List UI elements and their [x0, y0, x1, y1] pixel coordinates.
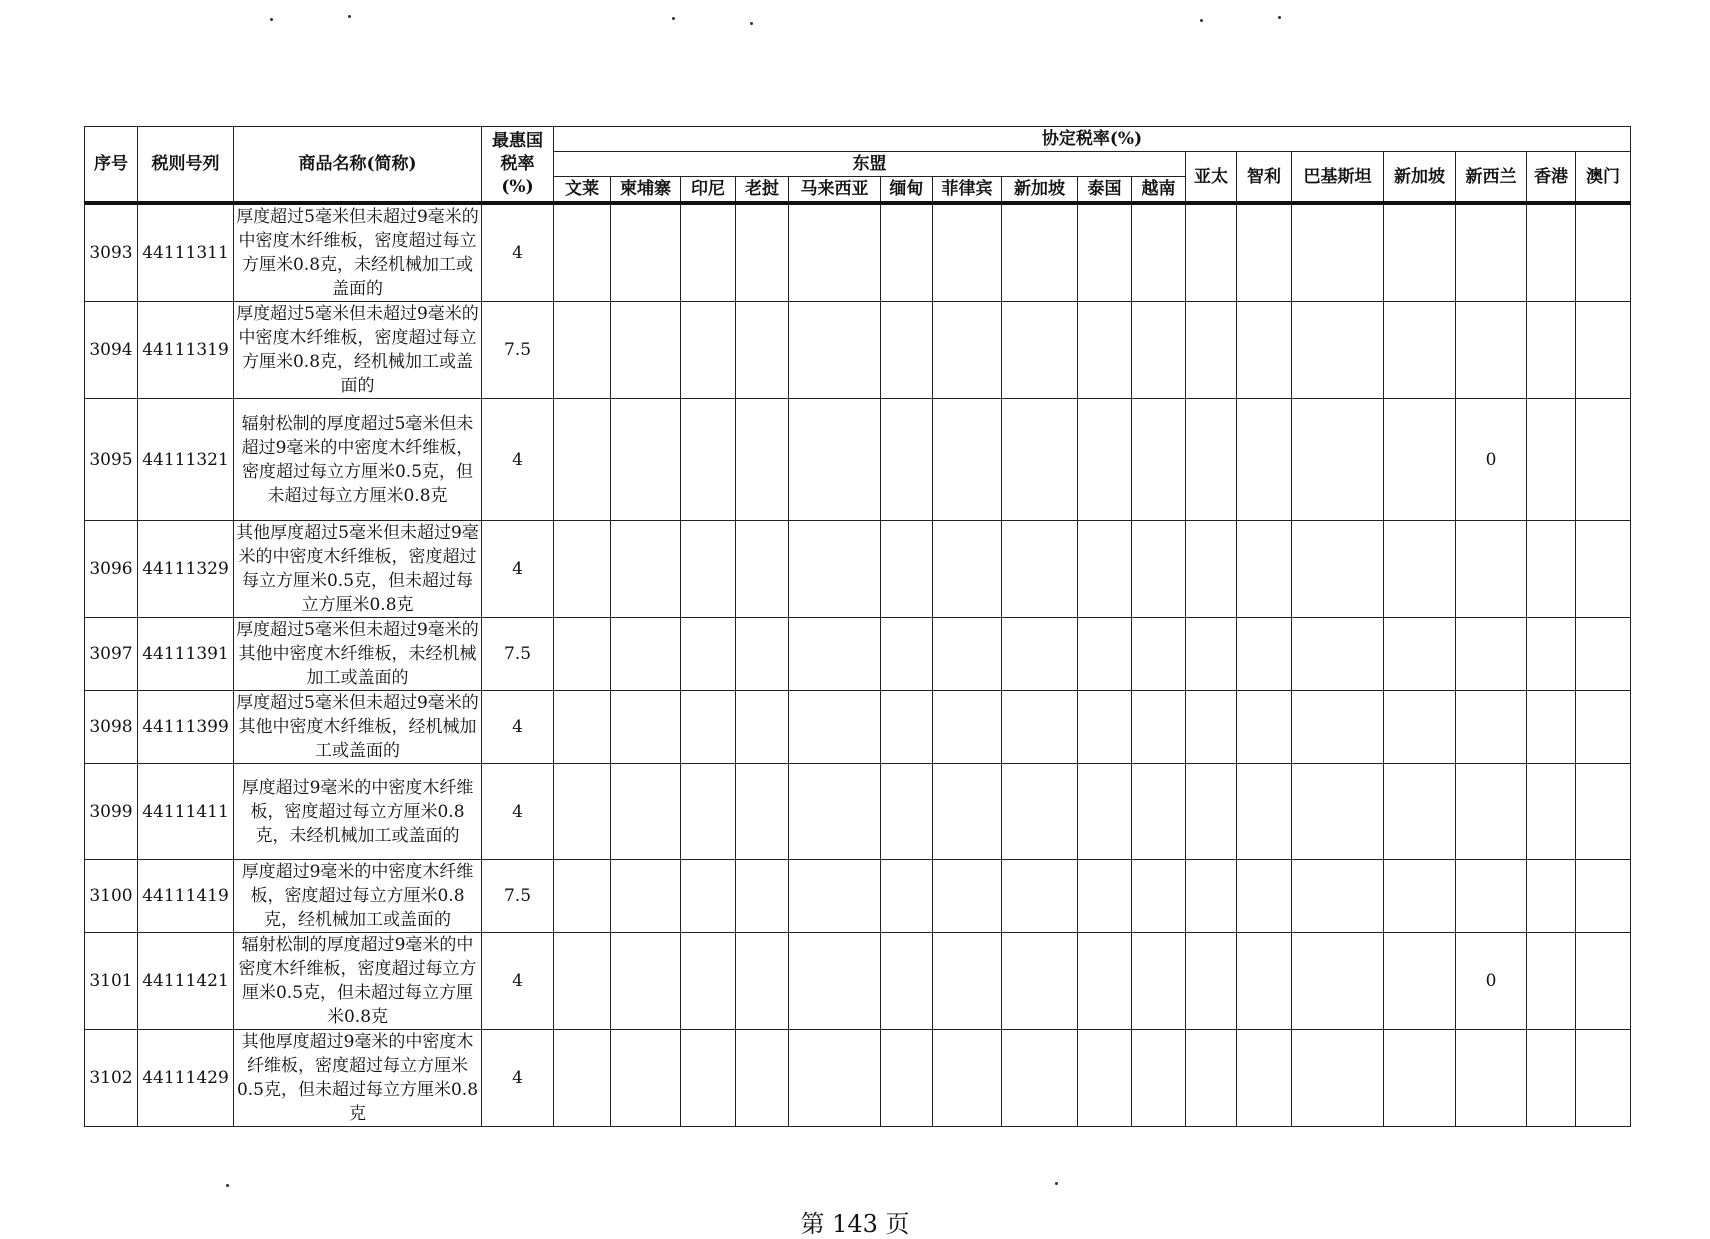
rate-cell [933, 618, 1002, 691]
rate-cell [933, 860, 1002, 933]
seq-cell: 3100 [85, 860, 138, 933]
rate-cell [1132, 1030, 1186, 1127]
col-header-macao: 澳门 [1576, 152, 1631, 204]
rate-cell [1292, 860, 1384, 933]
rate-cell [1237, 860, 1292, 933]
rate-cell [611, 399, 681, 521]
scan-speck [226, 1184, 229, 1187]
mfn-rate-cell: 7.5 [482, 618, 554, 691]
rate-cell [881, 860, 933, 933]
new-zealand-rate-cell [1456, 618, 1527, 691]
rate-cell [681, 618, 736, 691]
rate-cell [1186, 691, 1237, 764]
rate-cell [789, 521, 881, 618]
rate-cell [1292, 1030, 1384, 1127]
mfn-rate-cell: 7.5 [482, 302, 554, 399]
seq-cell: 3096 [85, 521, 138, 618]
code-cell: 44111319 [138, 302, 234, 399]
rate-cell [611, 860, 681, 933]
rate-cell [1527, 618, 1576, 691]
rate-cell [1237, 302, 1292, 399]
col-header-seq: 序号 [85, 127, 138, 204]
new-zealand-rate-cell [1456, 1030, 1527, 1127]
rate-cell [736, 860, 789, 933]
rate-cell [1002, 399, 1078, 521]
table-row [85, 860, 1631, 933]
rate-cell [554, 860, 611, 933]
rate-cell [611, 618, 681, 691]
rate-cell [1002, 618, 1078, 691]
rate-cell [1384, 691, 1456, 764]
table-row [85, 618, 1631, 691]
rate-cell [881, 1030, 933, 1127]
rate-cell [1384, 860, 1456, 933]
col-header-hong-kong: 香港 [1527, 152, 1576, 204]
rate-cell [681, 399, 736, 521]
table-row [85, 1030, 1631, 1127]
rate-cell [933, 691, 1002, 764]
rate-cell [933, 1030, 1002, 1127]
rate-cell [1384, 399, 1456, 521]
rate-cell [789, 691, 881, 764]
rate-cell [789, 203, 881, 302]
rate-cell [1002, 860, 1078, 933]
rate-cell [1237, 764, 1292, 860]
code-cell: 44111419 [138, 860, 234, 933]
rate-cell [789, 1030, 881, 1127]
col-header-pakistan: 巴基斯坦 [1292, 152, 1384, 204]
rate-cell [1002, 1030, 1078, 1127]
rate-cell [736, 302, 789, 399]
rate-cell [1576, 1030, 1631, 1127]
scan-speck [750, 22, 753, 25]
code-cell: 44111391 [138, 618, 234, 691]
col-header-agreement: 协定税率(%) [554, 127, 1631, 152]
rate-cell [1237, 203, 1292, 302]
rate-cell [681, 1030, 736, 1127]
name-cell: 厚度超过9毫米的中密度木纤维板，密度超过每立方厘米0.8克，经机械加工或盖面的 [234, 860, 482, 933]
code-cell: 44111311 [138, 203, 234, 302]
rate-cell [554, 933, 611, 1030]
rate-cell [789, 764, 881, 860]
rate-cell [736, 933, 789, 1030]
rate-cell [1237, 691, 1292, 764]
rate-cell [789, 618, 881, 691]
mfn-rate-cell: 4 [482, 203, 554, 302]
mfn-rate-cell: 4 [482, 521, 554, 618]
name-cell: 辐射松制的厚度超过9毫米的中密度木纤维板，密度超过每立方厘米0.5克，但未超过每立方厘米0.8克 [234, 933, 482, 1030]
seq-cell: 3099 [85, 764, 138, 860]
col-header-apta: 亚太 [1186, 152, 1237, 204]
rate-cell [1132, 933, 1186, 1030]
rate-cell [789, 860, 881, 933]
seq-cell: 3097 [85, 618, 138, 691]
rate-cell [1384, 521, 1456, 618]
rate-cell [681, 764, 736, 860]
rate-cell [1078, 618, 1132, 691]
col-header-name: 商品名称(简称) [234, 127, 482, 204]
mfn-rate-cell: 4 [482, 933, 554, 1030]
name-cell: 厚度超过5毫米但未超过9毫米的中密度木纤维板，密度超过每立方厘米0.8克，经机械加工或盖面的 [234, 302, 482, 399]
tariff-table [84, 126, 1631, 1127]
seq-cell: 3093 [85, 203, 138, 302]
rate-cell [611, 302, 681, 399]
rate-cell [681, 691, 736, 764]
rate-cell [1078, 860, 1132, 933]
rate-cell [1002, 933, 1078, 1030]
table-row [85, 691, 1631, 764]
rate-cell [554, 618, 611, 691]
rate-cell [1078, 764, 1132, 860]
rate-cell [1002, 764, 1078, 860]
rate-cell [611, 1030, 681, 1127]
rate-cell [1527, 691, 1576, 764]
rate-cell [1576, 302, 1631, 399]
scan-speck [348, 15, 351, 18]
rate-cell [1576, 521, 1631, 618]
new-zealand-rate-cell [1456, 860, 1527, 933]
scan-speck [270, 18, 273, 21]
rate-cell [1132, 764, 1186, 860]
rate-cell [1078, 521, 1132, 618]
col-header-laos: 老挝 [736, 177, 789, 204]
table-row [85, 302, 1631, 399]
rate-cell [554, 764, 611, 860]
rate-cell [736, 521, 789, 618]
code-cell: 44111429 [138, 1030, 234, 1127]
rate-cell [1002, 521, 1078, 618]
name-cell: 厚度超过5毫米但未超过9毫米的其他中密度木纤维板，经机械加工或盖面的 [234, 691, 482, 764]
rate-cell [1384, 933, 1456, 1030]
rate-cell [881, 399, 933, 521]
seq-cell: 3094 [85, 302, 138, 399]
seq-cell: 3098 [85, 691, 138, 764]
rate-cell [933, 302, 1002, 399]
rate-cell [1292, 203, 1384, 302]
name-cell: 辐射松制的厚度超过5毫米但未超过9毫米的中密度木纤维板，密度超过每立方厘米0.5克，但未超过每立方厘米0.8克 [234, 399, 482, 521]
rate-cell [1078, 302, 1132, 399]
rate-cell [611, 521, 681, 618]
rate-cell [736, 1030, 789, 1127]
rate-cell [1132, 691, 1186, 764]
rate-cell [1132, 302, 1186, 399]
rate-cell [1527, 860, 1576, 933]
rate-cell [1132, 399, 1186, 521]
rate-cell [881, 302, 933, 399]
rate-cell [681, 860, 736, 933]
seq-cell: 3095 [85, 399, 138, 521]
rate-cell [1132, 860, 1186, 933]
rate-cell [1576, 691, 1631, 764]
rate-cell [1527, 764, 1576, 860]
scan-speck [672, 17, 675, 20]
name-cell: 厚度超过9毫米的中密度木纤维板，密度超过每立方厘米0.8克，未经机械加工或盖面的 [234, 764, 482, 860]
rate-cell [933, 933, 1002, 1030]
page-number: 第 143 页 [800, 1210, 910, 1238]
rate-cell [1292, 618, 1384, 691]
rate-cell [1002, 203, 1078, 302]
name-cell: 其他厚度超过9毫米的中密度木纤维板，密度超过每立方厘米0.5克，但未超过每立方厘米0.8克 [234, 1030, 482, 1127]
rate-cell [1292, 933, 1384, 1030]
col-header-code: 税则号列 [138, 127, 234, 204]
rate-cell [1576, 860, 1631, 933]
mfn-rate-cell: 7.5 [482, 860, 554, 933]
rate-cell [1384, 1030, 1456, 1127]
rate-cell [736, 399, 789, 521]
rate-cell [1186, 302, 1237, 399]
code-cell: 44111399 [138, 691, 234, 764]
rate-cell [1527, 521, 1576, 618]
new-zealand-rate-cell: 0 [1456, 399, 1527, 521]
scan-speck [1200, 19, 1203, 22]
rate-cell [1384, 618, 1456, 691]
mfn-rate-cell: 4 [482, 399, 554, 521]
rate-cell [1527, 203, 1576, 302]
rate-cell [789, 399, 881, 521]
rate-cell [1384, 203, 1456, 302]
col-header-chile: 智利 [1237, 152, 1292, 204]
rate-cell [1292, 691, 1384, 764]
rate-cell [681, 302, 736, 399]
rate-cell [1078, 1030, 1132, 1127]
rate-cell [1078, 933, 1132, 1030]
new-zealand-rate-cell: 0 [1456, 933, 1527, 1030]
rate-cell [1186, 860, 1237, 933]
rate-cell [1186, 203, 1237, 302]
rate-cell [1384, 764, 1456, 860]
rate-cell [1237, 933, 1292, 1030]
seq-cell: 3101 [85, 933, 138, 1030]
new-zealand-rate-cell [1456, 203, 1527, 302]
rate-cell [1292, 399, 1384, 521]
rate-cell [1237, 618, 1292, 691]
rate-cell [1237, 399, 1292, 521]
rate-cell [736, 203, 789, 302]
rate-cell [1576, 399, 1631, 521]
col-header-mfn-label: 最惠国税率(%) [492, 130, 543, 197]
new-zealand-rate-cell [1456, 764, 1527, 860]
rate-cell [933, 764, 1002, 860]
rate-cell [1527, 933, 1576, 1030]
mfn-rate-cell: 4 [482, 764, 554, 860]
rate-cell [1002, 691, 1078, 764]
rate-cell [881, 691, 933, 764]
rate-cell [1576, 764, 1631, 860]
mfn-rate-cell: 4 [482, 691, 554, 764]
name-cell: 其他厚度超过5毫米但未超过9毫米的中密度木纤维板，密度超过每立方厘米0.5克，但未超过每立方厘米0.8克 [234, 521, 482, 618]
rate-cell [1078, 399, 1132, 521]
rate-cell [681, 933, 736, 1030]
table-row [85, 933, 1631, 1030]
scan-speck [1055, 1182, 1058, 1185]
rate-cell [1002, 302, 1078, 399]
rate-cell [1576, 203, 1631, 302]
col-header-indonesia: 印尼 [681, 177, 736, 204]
code-cell: 44111421 [138, 933, 234, 1030]
rate-cell [1132, 618, 1186, 691]
rate-cell [1186, 933, 1237, 1030]
rate-cell [681, 521, 736, 618]
rate-cell [1292, 302, 1384, 399]
rate-cell [554, 521, 611, 618]
new-zealand-rate-cell [1456, 302, 1527, 399]
rate-cell [1292, 764, 1384, 860]
mfn-rate-cell: 4 [482, 1030, 554, 1127]
tariff-rows [85, 203, 1631, 1127]
table-row [85, 203, 1631, 302]
rate-cell [1576, 618, 1631, 691]
rate-cell [1186, 521, 1237, 618]
rate-cell [1576, 933, 1631, 1030]
rate-cell [933, 203, 1002, 302]
rate-cell [1186, 764, 1237, 860]
rate-cell [1186, 618, 1237, 691]
rate-cell [1527, 399, 1576, 521]
col-header-thailand: 泰国 [1078, 177, 1132, 204]
rate-cell [1384, 302, 1456, 399]
rate-cell [933, 399, 1002, 521]
col-header-asean-singapore: 新加坡 [1002, 177, 1078, 204]
rate-cell [611, 933, 681, 1030]
rate-cell [554, 203, 611, 302]
rate-cell [1237, 521, 1292, 618]
rate-cell [1527, 1030, 1576, 1127]
rate-cell [933, 521, 1002, 618]
rate-cell [554, 302, 611, 399]
rate-cell [1132, 521, 1186, 618]
rate-cell [736, 618, 789, 691]
table-row [85, 521, 1631, 618]
rate-cell [611, 203, 681, 302]
rate-cell [881, 521, 933, 618]
new-zealand-rate-cell [1456, 521, 1527, 618]
table-row [85, 399, 1631, 521]
code-cell: 44111329 [138, 521, 234, 618]
rate-cell [881, 933, 933, 1030]
rate-cell [881, 764, 933, 860]
rate-cell [1186, 399, 1237, 521]
rate-cell [736, 764, 789, 860]
rate-cell [554, 691, 611, 764]
table-row [85, 764, 1631, 860]
col-header-vietnam: 越南 [1132, 177, 1186, 204]
col-header-asean: 东盟 [554, 152, 1186, 177]
rate-cell [611, 691, 681, 764]
rate-cell [1527, 302, 1576, 399]
rate-cell [1078, 691, 1132, 764]
col-header-philippines: 菲律宾 [933, 177, 1002, 204]
rate-cell [1237, 1030, 1292, 1127]
code-cell: 44111411 [138, 764, 234, 860]
rate-cell [554, 399, 611, 521]
rate-cell [681, 203, 736, 302]
rate-cell [1186, 1030, 1237, 1127]
col-header-mfn [482, 127, 554, 204]
rate-cell [1132, 203, 1186, 302]
code-cell: 44111321 [138, 399, 234, 521]
col-header-singapore: 新加坡 [1384, 152, 1456, 204]
rate-cell [789, 933, 881, 1030]
col-header-cambodia: 柬埔寨 [611, 177, 681, 204]
rate-cell [1292, 521, 1384, 618]
col-header-malaysia: 马来西亚 [789, 177, 881, 204]
col-header-brunei: 文莱 [554, 177, 611, 204]
rate-cell [611, 764, 681, 860]
col-header-myanmar: 缅甸 [881, 177, 933, 204]
rate-cell [881, 203, 933, 302]
col-header-new-zealand: 新西兰 [1456, 152, 1527, 204]
scan-speck [1278, 16, 1281, 19]
rate-cell [1078, 203, 1132, 302]
name-cell: 厚度超过5毫米但未超过9毫米的中密度木纤维板，密度超过每立方厘米0.8克，未经机械加工或盖面的 [234, 203, 482, 302]
new-zealand-rate-cell [1456, 691, 1527, 764]
rate-cell [736, 691, 789, 764]
seq-cell: 3102 [85, 1030, 138, 1127]
name-cell: 厚度超过5毫米但未超过9毫米的其他中密度木纤维板，未经机械加工或盖面的 [234, 618, 482, 691]
rate-cell [554, 1030, 611, 1127]
rate-cell [789, 302, 881, 399]
rate-cell [881, 618, 933, 691]
